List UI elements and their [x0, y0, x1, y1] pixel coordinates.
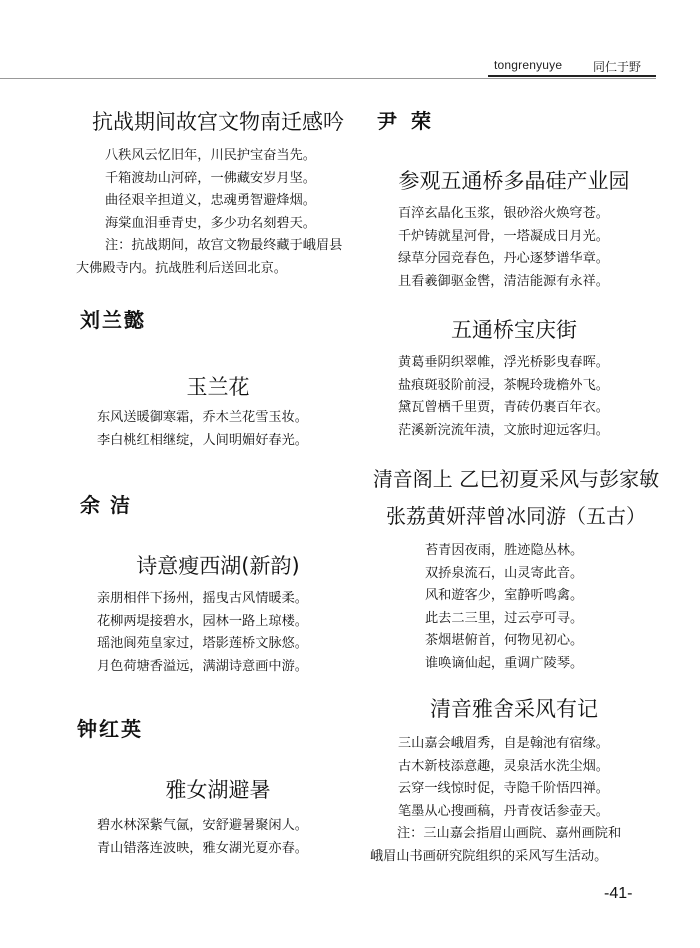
poem-subtitle: 张荔黄妍萍曾冰同游（五古）: [386, 504, 646, 528]
poem-note: [76, 235, 360, 280]
verse-line: 盐痕斑驳阶前浸，茶幌玲珑檐外飞。: [398, 377, 609, 393]
poem-title: 诗意瘦西湖(新韵): [136, 554, 300, 578]
poem-title: 雅女湖避暑: [165, 778, 271, 802]
author-name: 钟红英: [77, 717, 143, 741]
poem-verse: [97, 407, 308, 452]
verse-line: 苔青因夜雨，胜迹隐丛林。: [425, 543, 584, 558]
poem-verse: [398, 203, 609, 293]
poem-verse: [97, 588, 308, 678]
verse-line: 千箱渡劫山河碎，一佛藏安岁月坚。: [105, 170, 316, 186]
verse-line: 曲径艰辛担道义，忠魂勇智避烽烟。: [105, 193, 316, 209]
verse-line: 谁唤谪仙起，重调广陵琴。: [425, 655, 584, 671]
verse-line: 青山错落连波映，雅女湖光夏亦春。: [97, 840, 308, 856]
verse-line: 月色荷塘香溢远，满湖诗意画中游。: [97, 658, 308, 674]
verse-line: 且看羲御驱金辔，清洁能源有永祥。: [398, 273, 609, 289]
page-header: [0, 0, 700, 82]
verse-line: 三山嘉会峨眉秀，自是翰池有宿缘。: [398, 736, 609, 751]
verse-line: 东风送暖御寒霜，乔木兰花雪玉妆。: [97, 410, 308, 425]
verse-line: 瑶池阆苑皇家过，塔影莲桥文脉悠。: [97, 636, 308, 652]
poem-title: 玉兰花: [186, 375, 250, 399]
note-line: 峨眉山书画研究院组织的采风写生活动。: [370, 848, 608, 864]
note-line: 大佛殿寺内。抗战胜利后送回北京。: [76, 260, 287, 276]
poem-verse: [97, 815, 308, 860]
author-name: 余洁: [80, 493, 140, 517]
poem-note: [370, 823, 660, 868]
verse-line: 云穿一线惊时促，寺隐千阶悟四禅。: [398, 781, 609, 797]
header-rule: [488, 75, 656, 77]
poem-title: 清音阁上 乙巳初夏采风与彭家敏: [372, 467, 660, 491]
poem-verse: [398, 352, 609, 442]
poem-verse: [425, 540, 583, 676]
verse-line: 茶烟堪俯首，何物见初心。: [425, 633, 584, 649]
author-name: 尹荣: [377, 109, 445, 133]
verse-line: 海棠血泪垂青史，多少功名刻碧天。: [105, 215, 316, 231]
verse-line: 李白桃红相继绽，人间明媚好春光。: [97, 432, 308, 448]
verse-line: 千炉铸就星河骨，一塔凝成日月光。: [398, 228, 609, 244]
verse-line: 双挢泉流石，山灵寄此音。: [425, 565, 584, 581]
note-line: 注：抗战期间，故宫文物最终藏于峨眉县: [105, 238, 343, 253]
poem-title: 五通桥宝庆街: [451, 318, 577, 342]
page-number: -41-: [604, 885, 633, 902]
verse-line: 黛瓦曾栖千里贾，青砖仍裹百年衣。: [398, 400, 609, 416]
verse-line: 黄葛垂阴织翠帷，浮光桥影曳春晖。: [398, 355, 609, 370]
author-name: 刘兰懿: [80, 308, 146, 332]
verse-line: 古木新枝添意趣，灵泉活水洗尘烟。: [398, 758, 609, 774]
poem-verse: [398, 733, 609, 823]
verse-line: 笔墨从心搜画稿，丹青夜话参壶天。: [398, 803, 609, 819]
poem-title: 清音雅舍采风有记: [430, 697, 598, 721]
header-latin: tongrenyuye: [494, 58, 563, 72]
poem-title: 抗战期间故宫文物南迁感吟: [92, 110, 344, 134]
verse-line: 茫溪新浣流年渍，文旅时迎远客归。: [398, 422, 609, 438]
verse-line: 八秩风云忆旧年，川民护宝奋当先。: [105, 148, 316, 163]
verse-line: 绿草分园竞春色，丹心逐梦谱华章。: [398, 251, 609, 267]
verse-line: 风和遊客少，室静听鸣禽。: [425, 588, 584, 604]
note-line: 注：三山嘉会指眉山画院、嘉州画院和: [397, 826, 622, 841]
verse-line: 此去二三里，过云亭可寻。: [425, 610, 584, 626]
verse-line: 碧水林深紫气氤，安舒避暑聚闲人。: [97, 818, 308, 833]
poem-title: 参观五通桥多晶硅产业园: [398, 169, 630, 193]
verse-line: 百淬玄晶化玉浆，银砂浴火焕穹苍。: [398, 206, 609, 221]
poem-verse: [105, 145, 316, 235]
header-chinese: 同仁于野: [593, 60, 642, 74]
verse-line: 花柳两堤接碧水，园林一路上琼楼。: [97, 613, 308, 629]
verse-line: 亲朋相伴下扬州，摇曳古风情暖柔。: [97, 591, 308, 606]
header-divider: [0, 78, 656, 79]
